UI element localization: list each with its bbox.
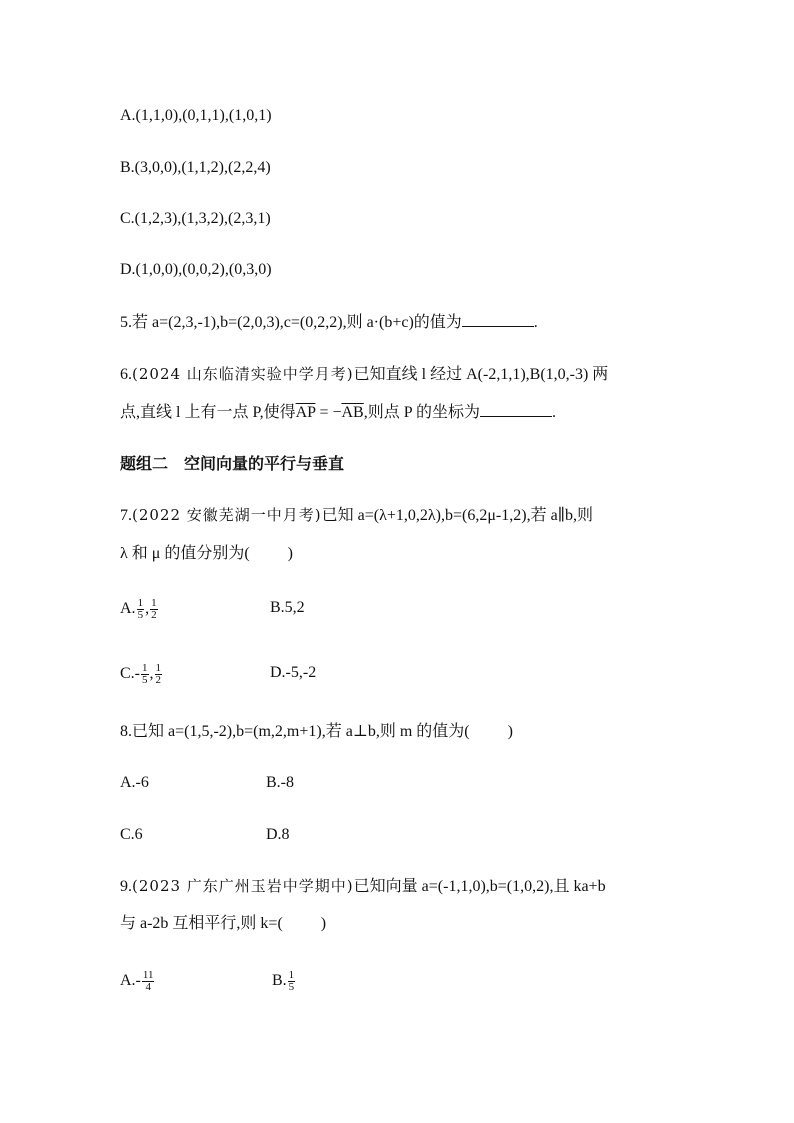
question-9-number: 9. bbox=[120, 878, 132, 895]
fraction: $\frac{1}{5}$ bbox=[137, 597, 144, 621]
q7-option-d: D.-5,-2 bbox=[270, 664, 317, 681]
question-5 bbox=[120, 312, 538, 333]
question-7-source: (2022 安徽芜湖一中月考) bbox=[132, 506, 322, 524]
fraction: $\frac{1}{2}$ bbox=[151, 597, 157, 621]
q8-option-d: D.8 bbox=[266, 826, 290, 843]
q7-option-b: B.5,2 bbox=[270, 599, 305, 616]
equals-minus: = − bbox=[315, 404, 342, 421]
q4-option-a: A.(1,1,0),(0,1,1),(1,0,1) bbox=[120, 107, 272, 124]
question-8-paren-close: ) bbox=[507, 723, 513, 740]
question-5-text: 5.若 a=(2,3,-1),b=(2,0,3),c=(0,2,2),则 a·(b+c)的值为 bbox=[120, 314, 462, 331]
question-7-number: 7. bbox=[120, 507, 132, 524]
fraction: $\frac{1}{2}$ bbox=[155, 662, 161, 686]
q7-option-a: A. $\frac{1}{5}$ , $\frac{1}{2}$ bbox=[120, 597, 157, 621]
question-6-source: (2024 山东临清实验中学月考) bbox=[132, 365, 354, 383]
q8-option-a: A.-6 bbox=[120, 774, 149, 791]
question-7-line-2 bbox=[120, 544, 293, 564]
q4-option-b: B.(3,0,0),(1,1,2),(2,2,4) bbox=[120, 159, 271, 176]
question-6-end: . bbox=[552, 404, 557, 421]
q8-option-c: C.6 bbox=[120, 826, 143, 843]
question-7-paren-close: ) bbox=[287, 545, 293, 562]
fraction: $\frac{11}{4}$ bbox=[142, 969, 154, 993]
question-6-text-2b: ,则点 P 的坐标为 bbox=[363, 404, 481, 421]
fraction: $\frac{1}{5}$ bbox=[288, 969, 295, 993]
q4-option-c: C.(1,2,3),(1,3,2),(2,3,1) bbox=[120, 210, 271, 227]
vector-ab: $\overline{AB}$ bbox=[341, 404, 364, 421]
question-5-end: . bbox=[533, 314, 538, 331]
section-heading: 题组二 空间向量的平行与垂直 bbox=[120, 454, 345, 473]
question-6-line-2 bbox=[120, 402, 556, 423]
question-7-text-2: λ 和 μ 的值分别为( bbox=[120, 545, 250, 562]
answer-blank[interactable] bbox=[480, 402, 552, 417]
question-6-number: 6. bbox=[120, 366, 132, 383]
question-7-line-1 bbox=[120, 505, 593, 526]
answer-blank[interactable] bbox=[462, 312, 534, 327]
option-label: C.- bbox=[120, 665, 140, 683]
question-8-text: 8.已知 a=(1,5,-2),b=(m,2,m+1),若 a⊥b,则 m 的值为( bbox=[120, 723, 470, 740]
q9-option-b bbox=[272, 970, 296, 993]
vector-ap: $\overline{AP}$ bbox=[295, 404, 316, 421]
q4-option-d: D.(1,0,0),(0,0,2),(0,3,0) bbox=[120, 261, 272, 278]
question-7-text-1: 已知 a=(λ+1,0,2λ),b=(6,2μ-1,2),若 a∥b,则 bbox=[321, 507, 594, 524]
q9-option-a bbox=[120, 970, 155, 993]
fraction: $\frac{1}{5}$ bbox=[142, 662, 148, 686]
question-6-line-1 bbox=[120, 364, 608, 385]
q8-option-b: B.-8 bbox=[266, 774, 294, 791]
option-label: B. bbox=[272, 972, 287, 990]
question-9-text-2: 与 a-2b 互相平行,则 k=( bbox=[120, 915, 283, 932]
option-label: A.- bbox=[120, 972, 141, 990]
question-9-line-2 bbox=[120, 914, 326, 934]
question-6-text-1: 已知直线 l 经过 A(-2,1,1),B(1,0,-3) 两 bbox=[353, 366, 609, 383]
question-6-text-2a: 点,直线 l 上有一点 P,使得 bbox=[120, 404, 296, 421]
option-label: A. bbox=[120, 600, 136, 618]
question-8 bbox=[120, 722, 513, 742]
question-9-paren-close: ) bbox=[320, 915, 327, 932]
question-9-source: (2023 广东广州玉岩中学期中) bbox=[132, 877, 354, 895]
q7-option-c: C.- $\frac{1}{5}$ , $\frac{1}{2}$ bbox=[120, 662, 161, 686]
question-9-text-1: 已知向量 a=(-1,1,0),b=(1,0,2),且 ka+b bbox=[353, 878, 606, 895]
question-9-line-1 bbox=[120, 876, 606, 897]
